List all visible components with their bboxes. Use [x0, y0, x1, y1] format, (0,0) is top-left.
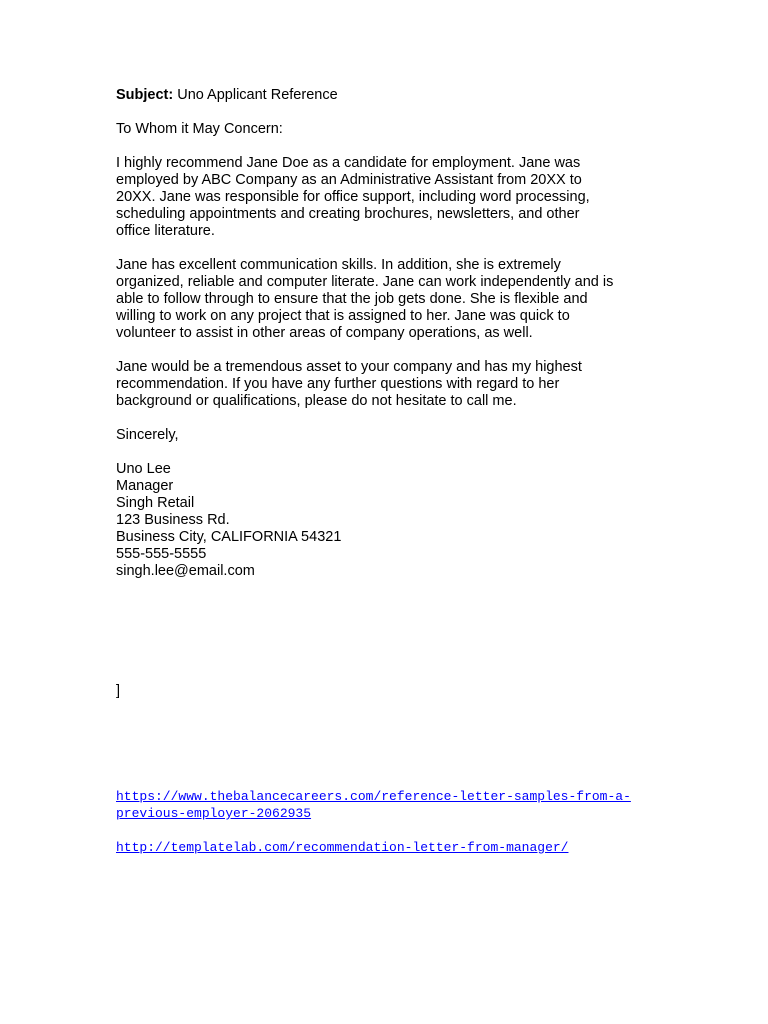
stray-bracket: ]	[116, 683, 121, 699]
subject-line	[116, 87, 656, 104]
signer-city: Business City, CALIFORNIA 54321	[116, 529, 342, 545]
link-balancecareers-line2: previous-employer-2062935	[116, 806, 312, 821]
paragraph-2-line: volunteer to assist in other areas of company operations, as well.	[116, 325, 533, 341]
paragraph-1-line: scheduling appointments and creating brochures, newsletters, and other	[116, 206, 580, 222]
link-balancecareers[interactable]	[116, 788, 656, 822]
letter-body	[116, 87, 656, 580]
paragraph-2-line: organized, reliable and computer literate. Jane can work independently and is	[116, 274, 614, 290]
paragraph-1	[116, 155, 656, 240]
signature-block	[116, 461, 656, 580]
signer-phone: 555-555-5555	[116, 546, 207, 562]
paragraph-2-line: willing to work on any project that is assigned to her. Jane was quick to	[116, 308, 570, 324]
paragraph-1-line: I highly recommend Jane Doe as a candidate for employment. Jane was	[116, 155, 581, 171]
paragraph-2-line: able to follow through to ensure that the job gets done. She is flexible and	[116, 291, 588, 307]
paragraph-3-line: recommendation. If you have any further questions with regard to her	[116, 376, 560, 392]
paragraph-3-line: Jane would be a tremendous asset to your company and has my highest	[116, 359, 582, 375]
signer-name: Uno Lee	[116, 461, 171, 477]
subject-label: Subject:	[116, 87, 174, 103]
paragraph-3-line: background or qualifications, please do not hesitate to call me.	[116, 393, 517, 409]
signer-company: Singh Retail	[116, 495, 195, 511]
link-templatelab[interactable]: http://templatelab.com/recommendation-letter-from-manager/	[116, 840, 569, 855]
salutation: To Whom it May Concern:	[116, 121, 283, 137]
paragraph-1-line: employed by ABC Company as an Administrative Assistant from 20XX to	[116, 172, 582, 188]
closing: Sincerely,	[116, 427, 179, 443]
link-balancecareers-line1: https://www.thebalancecareers.com/reference-letter-samples-from-a-	[116, 789, 631, 804]
paragraph-2-line: Jane has excellent communication skills. In addition, she is extremely	[116, 257, 561, 273]
source-links	[116, 788, 656, 856]
paragraph-1-line: 20XX. Jane was responsible for office support, including word processing,	[116, 189, 590, 205]
signer-street: 123 Business Rd.	[116, 512, 230, 528]
subject-text: Uno Applicant Reference	[173, 87, 338, 103]
paragraph-3	[116, 359, 656, 410]
signer-email: singh.lee@email.com	[116, 563, 255, 579]
paragraph-1-line: office literature.	[116, 223, 215, 239]
signer-title: Manager	[116, 478, 174, 494]
paragraph-2	[116, 257, 656, 342]
